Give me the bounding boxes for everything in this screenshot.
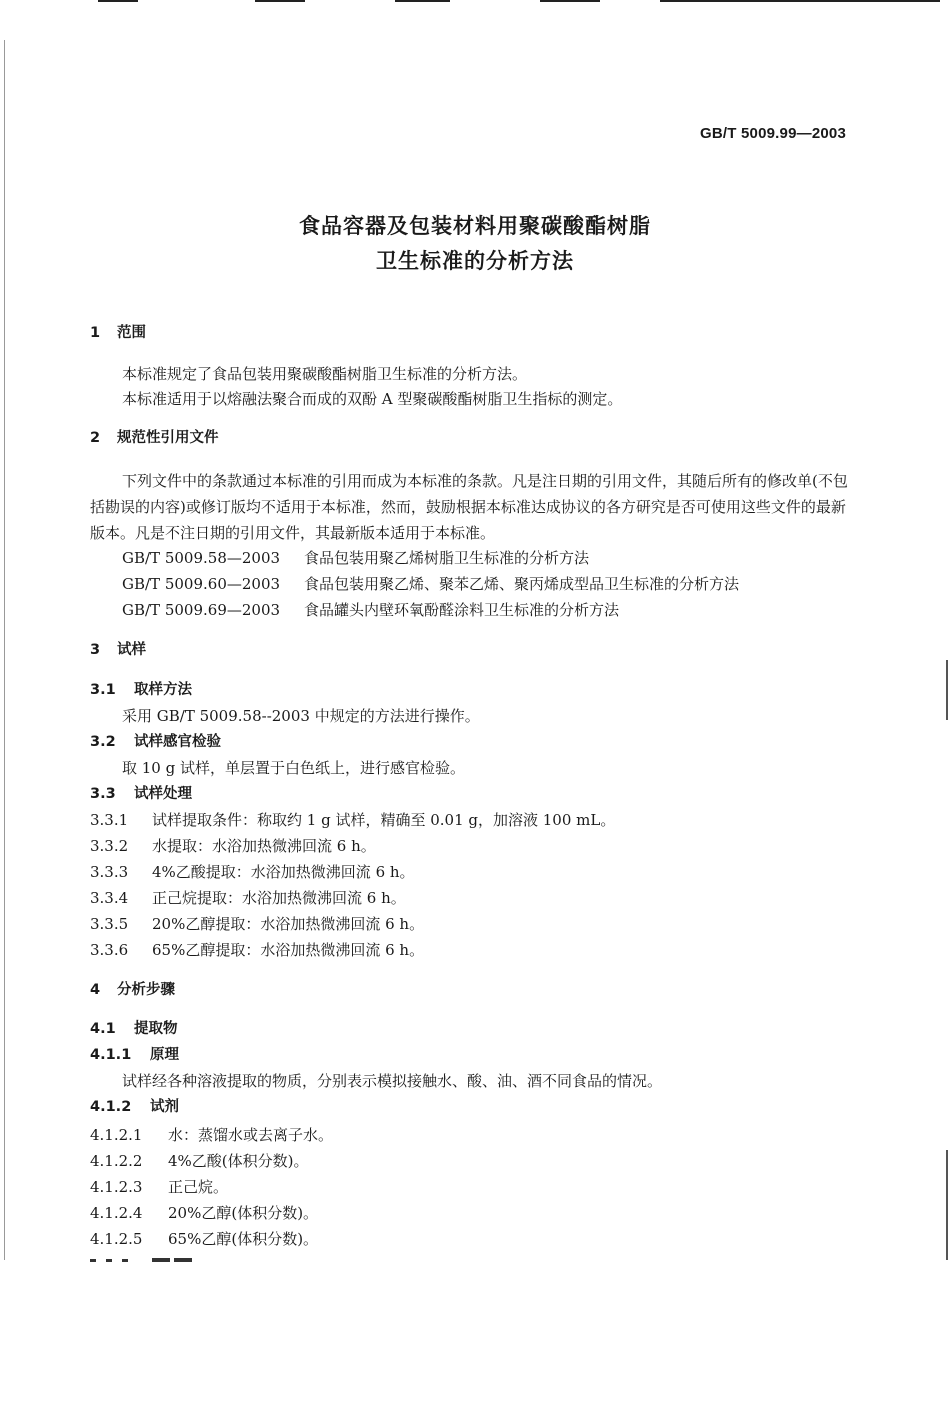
scan-artifact [946,660,948,720]
subsection-heading: 4.1.1 原理 [90,1047,179,1063]
list-item: 4.1.2.3 正己烷。 [90,1178,229,1196]
paragraph: 取 10 g 试样，单层置于白色纸上，进行感官检验。 [122,759,465,777]
list-item: 3.3.2 水提取：水浴加热微沸回流 6 h。 [90,837,376,855]
list-item: 3.3.3 4%乙酸提取：水浴加热微沸回流 6 h。 [90,863,415,881]
section-heading: 2 规范性引用文件 [90,430,219,446]
list-item: 4.1.2.2 4%乙酸(体积分数)。 [90,1152,309,1170]
paragraph: 本标准规定了食品包装用聚碳酸酯树脂卫生标准的分析方法。 [122,365,528,383]
list-item: 4.1.2.4 20%乙醇(体积分数)。 [90,1204,319,1222]
subsection-heading: 3.1 取样方法 [90,682,192,698]
section-heading: 4 分析步骤 [90,982,175,998]
paragraph: 试样经各种溶液提取的物质，分别表示模拟接触水、酸、油、酒不同食品的情况。 [122,1072,663,1090]
subsection-heading: 3.2 试样感官检验 [90,734,221,750]
reference-item: GB/T 5009.69—2003 食品罐头内壁环氧酚醛涂料卫生标准的分析方法 [122,601,620,619]
document-title-line-1: 食品容器及包装材料用聚碳酸酯树脂 [299,214,651,238]
subsection-heading: 4.1.2 试剂 [90,1099,179,1115]
document-title-line-2: 卫生标准的分析方法 [376,249,574,273]
section-heading: 3 试样 [90,642,146,658]
scan-artifact [395,0,450,2]
scan-artifact [946,1150,948,1260]
list-item: 4.1.2.5 65%乙醇(体积分数)。 [90,1230,319,1248]
reference-item: GB/T 5009.58—2003 食品包装用聚乙烯树脂卫生标准的分析方法 [122,549,590,567]
scan-artifact [660,0,940,2]
scan-artifact [540,0,600,2]
list-item: 3.3.1 试样提取条件：称取约 1 g 试样，精确至 0.01 g，加溶液 100 mL。 [90,811,616,829]
scan-artifact [255,0,305,2]
paragraph: 采用 GB/T 5009.58--2003 中规定的方法进行操作。 [122,707,480,725]
list-item: 3.3.4 正己烷提取：水浴加热微沸回流 6 h。 [90,889,406,907]
subsection-heading: 3.3 试样处理 [90,786,192,802]
subsection-heading: 4.1 提取物 [90,1021,178,1037]
reference-item: GB/T 5009.60—2003 食品包装用聚乙烯、聚苯乙烯、聚丙烯成型品卫生标准的分析方法 [122,575,740,593]
list-item: 3.3.6 65%乙醇提取：水浴加热微沸回流 6 h。 [90,941,425,959]
scan-artifact [98,0,138,2]
paragraph: 本标准适用于以熔融法聚合而成的双酚 A 型聚碳酸酯树脂卫生指标的测定。 [122,390,623,408]
cut-off-text-fragment [90,1257,210,1262]
paragraph: 下列文件中的条款通过本标准的引用而成为本标准的条款。凡是注日期的引用文件，其随后所有的修改单(不包括勘误的内容)或修订版均不适用于本标准，然而，鼓励根据本标准达成协议的各方研究是否可使用这些文件的最新版本。凡是不注日期的引用文件，其最新版本适用于本标准。 [90,472,848,542]
list-item: 4.1.2.1 水：蒸馏水或去离子水。 [90,1126,334,1144]
section-heading: 1 范围 [90,325,146,341]
list-item: 3.3.5 20%乙醇提取：水浴加热微沸回流 6 h。 [90,915,425,933]
document-code: GB/T 5009.99—2003 [700,125,846,142]
